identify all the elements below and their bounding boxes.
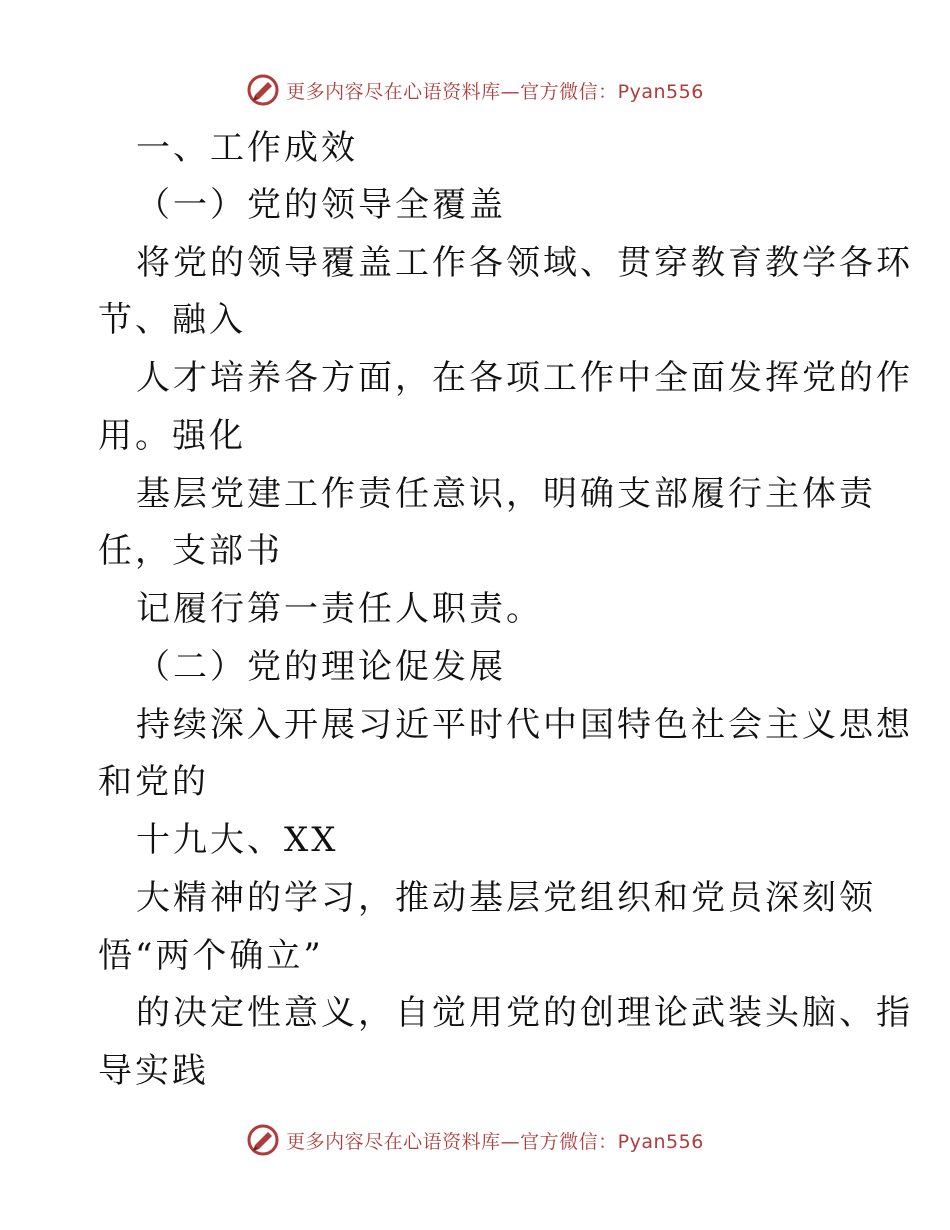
pen-logo-icon xyxy=(246,73,280,107)
paragraph-line: 将党的领导覆盖工作各领域、贯穿教育教学各环 xyxy=(136,243,913,283)
paragraph-line: 用。强化 xyxy=(98,416,246,456)
paragraph-line: 人才培养各方面，在各项工作中全面发挥党的作 xyxy=(136,358,913,398)
footer-watermark xyxy=(0,1120,950,1160)
subsection-heading: （一）党的领导全覆盖 xyxy=(136,185,506,225)
pen-logo-icon xyxy=(246,1123,280,1157)
header-watermark xyxy=(0,70,950,110)
paragraph-line: 基层党建工作责任意识，明确支部履行主体责 xyxy=(136,474,876,514)
paragraph-line: 悟“两个确立” xyxy=(98,936,324,976)
paragraph-line: 十九大、XX xyxy=(136,820,339,860)
paragraph-line: 的决定性意义，自觉用党的创理论武装头脑、指 xyxy=(136,993,913,1033)
paragraph-line: 记履行第一责任人职责。 xyxy=(136,589,543,629)
subsection-heading: （二）党的理论促发展 xyxy=(136,647,506,687)
watermark-text: 更多内容尽在心语资料库—官方微信：Pyan556 xyxy=(286,80,704,103)
section-heading: 一、工作成效 xyxy=(136,128,358,168)
watermark-text: 更多内容尽在心语资料库—官方微信：Pyan556 xyxy=(286,1130,704,1153)
paragraph-line: 任，支部书 xyxy=(98,531,283,571)
paragraph-line: 节、融入 xyxy=(98,300,246,340)
paragraph-line: 大精神的学习，推动基层党组织和党员深刻领 xyxy=(136,878,876,918)
paragraph-line: 持续深入开展习近平时代中国特色社会主义思想 xyxy=(136,705,913,745)
paragraph-line: 和党的 xyxy=(98,762,209,802)
paragraph-line: 导实践 xyxy=(98,1051,209,1091)
